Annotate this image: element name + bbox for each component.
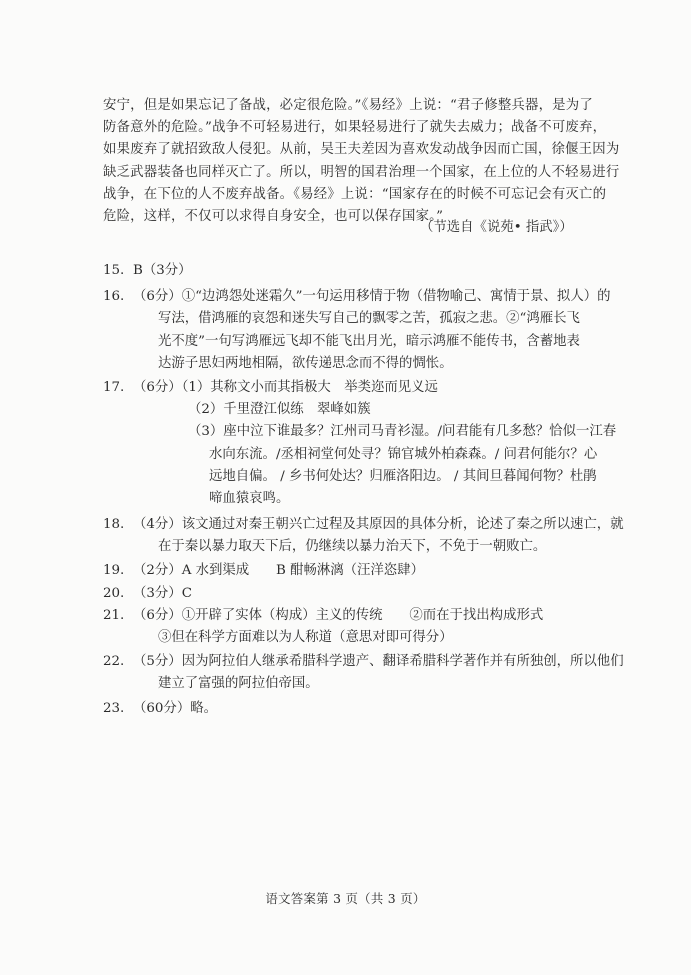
answer-number: 17.: [103, 379, 125, 395]
answer-item-21: [103, 605, 643, 649]
answer-text: （3分）C: [133, 585, 192, 601]
answer-number: 19.: [103, 563, 125, 579]
answer-text: 达游子思妇两地相隔，欲传递思念而不得的惆怅。: [158, 355, 453, 371]
page-footer: 语文答案第 3 页（共 3 页）: [265, 891, 426, 906]
answer-number: 15.: [103, 263, 125, 278]
translation-passage: [103, 95, 623, 228]
answer-item-22: [103, 651, 643, 695]
answer-number: 18.: [103, 517, 125, 533]
answer-item-23: [103, 698, 643, 720]
passage-source: （节选自《说苑• 指武》）: [420, 220, 573, 235]
answer-text: （4分）该文通过对秦王朝兴亡过程及其原因的具体分析，论述了秦之所以速亡，就: [133, 517, 624, 533]
passage-line: 安宁，但是如果忘记了备战，必定很危险。”《易经》上说：“君子修整兵器，是为了: [103, 98, 593, 113]
answer-text: （6分）①“边鸿怨处迷霜久”一句运用移情于物（借物喻己、寓情于景、拟人）的: [133, 289, 611, 305]
answer-text: 写法，借鸿雁的哀怨和迷失写自己的飘零之苦，孤寂之悲。②“鸿雁长飞: [158, 311, 580, 327]
answer-text: 水向东流。/丞相祠堂何处寻？锦官城外柏森森。/ 问君何能尔？心: [209, 446, 598, 462]
answer-number: 21.: [103, 607, 125, 623]
passage-line: 如果废弃了就招致敌人侵犯。从前，吴王夫差因为喜欢发动战争因而亡国，徐偃王因为: [103, 142, 620, 158]
answer-item-16: [103, 286, 643, 375]
answer-text: 光不度”一句写鸿雁远飞却不能飞出月光，暗示鸿雁不能传书，含蓄地表: [158, 333, 580, 349]
answer-text: 远地自偏。 / 乡书何处达？归雁洛阳边。 / 其间旦暮闻何物？杜鹃: [209, 468, 597, 484]
answer-number: 16.: [103, 289, 125, 305]
answer-list: [103, 260, 643, 720]
answer-text: 在于秦以暴力取天下后，仍继续以暴力治天下，不免于一朝败亡。: [158, 539, 547, 555]
answer-item-15: [103, 260, 643, 282]
answer-number: 20.: [103, 585, 125, 601]
answer-text: （6分）（1）其称文小而其指极大 举类迩而见义远: [133, 379, 438, 395]
answer-text: 啼血猿哀鸣。: [209, 490, 290, 506]
answer-number: 22.: [103, 654, 125, 670]
answer-item-17: [103, 377, 643, 510]
answer-text: （3）座中泣下谁最多？江州司马青衫湿。/问君能有几多愁？恰似一江春: [188, 424, 617, 440]
answer-item-19: [103, 560, 643, 582]
answer-item-20: [103, 583, 643, 605]
answer-item-18: [103, 514, 643, 558]
answer-text: （2分）A 水到渠成 B 酣畅淋漓（汪洋恣肆）: [133, 563, 424, 579]
passage-line: 缺乏武器装备也同样灭亡了。所以，明智的国君治理一个国家，在上位的人不轻易进行: [103, 164, 620, 180]
passage-line: 防备意外的危险。”战争不可轻易进行，如果轻易进行了就失去威力；战备不可废弃，: [103, 120, 607, 136]
passage-line: 战争，在下位的人不废弃战备。《易经》上说：“国家存在的时候不可忘记会有灭亡的: [103, 186, 607, 202]
answer-text: （5分）因为阿拉伯人继承希腊科学遗产、翻译希腊科学著作并有所独创，所以他们: [133, 654, 624, 670]
answer-text: ③但在科学方面难以为人称道（意思对即可得分）: [158, 630, 453, 645]
answer-text: （60分）略。: [133, 700, 217, 716]
answer-text: （6分）①开辟了实体（构成）主义的传统 ②而在于找出构成形式: [133, 607, 544, 623]
passage-line: 危险，这样，不仅可以求得自身安全，也可以保存国家。”: [103, 209, 444, 225]
answer-text: 建立了富强的阿拉伯帝国。: [158, 676, 319, 692]
answer-text: （2）千里澄江似练 翠峰如簇: [188, 402, 371, 418]
answer-number: 23.: [103, 700, 125, 716]
answer-text: B（3分）: [133, 263, 192, 278]
